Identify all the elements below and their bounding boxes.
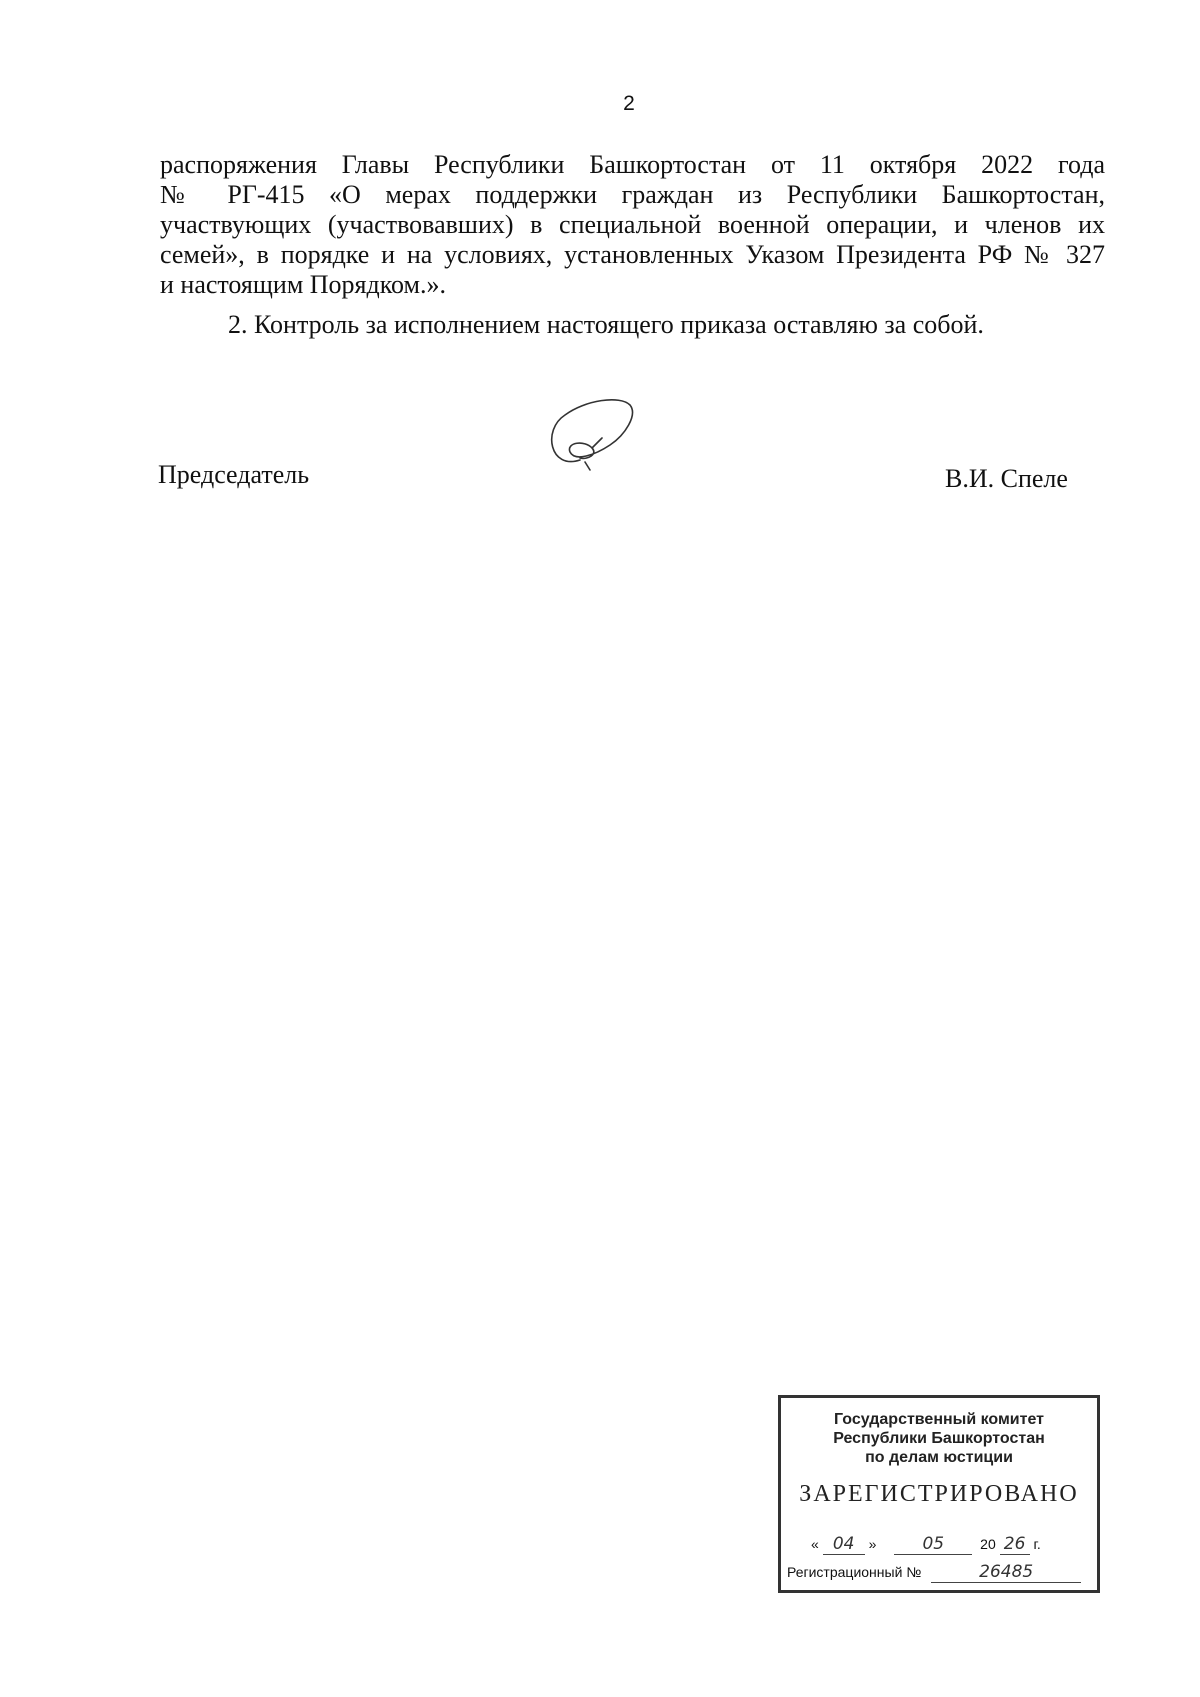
paragraph-1-last-line: и настоящим Порядком.».: [160, 270, 447, 299]
stamp-date-day: 04: [823, 1534, 865, 1555]
stamp-date-open-quote: «: [811, 1536, 819, 1552]
stamp-org-line: Республики Башкортостан: [833, 1430, 1045, 1447]
stamp-organization: [781, 1410, 1097, 1467]
paragraph-1-line-4: семей», в порядке и на условиях, установленных Указом Президента РФ № 327: [160, 240, 1105, 269]
stamp-date-month: 05: [894, 1534, 972, 1555]
stamp-date-year-unit: г.: [1033, 1536, 1041, 1552]
stamp-date: [811, 1534, 1081, 1555]
signatory-title: Председатель: [158, 460, 310, 489]
stamp-date-close-quote: »: [868, 1536, 877, 1552]
registration-stamp: [778, 1395, 1100, 1593]
stamp-registration-number: [787, 1562, 1093, 1583]
stamp-org-line: по делам юстиции: [865, 1449, 1013, 1466]
paragraph-1-line-1: распоряжения Главы Республики Башкортостан от 11 октября 2022 года: [160, 150, 1105, 179]
stamp-date-year-suffix: 26: [1000, 1534, 1030, 1555]
page-number: 2: [623, 92, 635, 115]
stamp-reg-number: 26485: [931, 1562, 1081, 1583]
document-body: [160, 150, 1105, 340]
stamp-status: ЗАРЕГИСТРИРОВАНО: [799, 1481, 1079, 1507]
stamp-org-line: Государственный комитет: [834, 1411, 1044, 1428]
paragraph-1-line-3: участвующих (участвовавших) в специальной военной операции, и членов их: [160, 210, 1105, 239]
handwritten-signature: [540, 390, 640, 485]
stamp-date-year-prefix: 20: [980, 1536, 996, 1552]
stamp-reg-label: Регистрационный №: [787, 1564, 922, 1580]
paragraph-2: 2. Контроль за исполнением настоящего приказа оставляю за собой.: [228, 310, 984, 339]
signatory-name: В.И. Спеле: [945, 464, 1068, 493]
paragraph-1-line-2: № РГ-415 «О мерах поддержки граждан из Республики Башкортостан,: [160, 180, 1105, 209]
